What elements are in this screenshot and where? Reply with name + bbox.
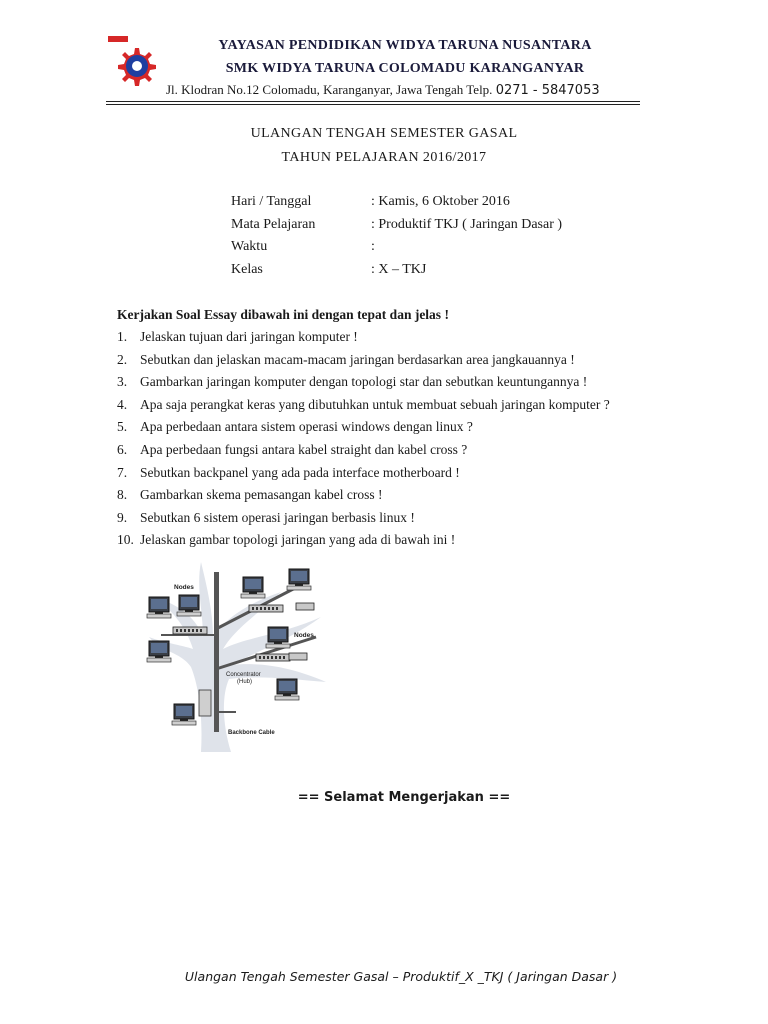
terminator: [289, 653, 307, 660]
foundation-name: YAYASAN PENDIDIKAN WIDYA TARUNA NUSANTARA: [218, 38, 592, 53]
question-number: 6.: [117, 441, 128, 457]
question-item: [117, 442, 610, 465]
question-item: [117, 510, 610, 533]
hub-icon: [173, 627, 207, 634]
header-divider-2: [106, 104, 640, 105]
info-label: Mata Pelajaran: [231, 216, 316, 232]
info-value: :: [371, 239, 375, 254]
question-item: [117, 465, 610, 488]
info-row-date: [231, 194, 562, 217]
question-text: Apa perbedaan fungsi antara kabel straight dan kabel cross ?: [140, 441, 468, 457]
question-item: [117, 419, 610, 442]
figure-label-concentrator: Concentrator: [226, 672, 261, 678]
question-text: Sebutkan dan jelaskan macam-macam jaringan berdasarkan area jangkauannya !: [140, 351, 575, 367]
figure-label-nodes: Nodes: [294, 632, 314, 639]
info-label: Waktu: [231, 239, 268, 254]
question-text: Jelaskan tujuan dari jaringan komputer !: [140, 329, 358, 344]
question-item: [117, 352, 610, 375]
question-number: 10.: [117, 532, 134, 548]
closing-text: == Selamat Mengerjakan ==: [297, 790, 511, 805]
info-row-time: [231, 239, 562, 262]
figure-label-hub: (Hub): [237, 679, 253, 685]
info-value: : Kamis, 6 Oktober 2016: [371, 194, 510, 209]
question-item: [117, 487, 610, 510]
question-number: 1.: [117, 329, 128, 344]
terminator: [296, 603, 314, 610]
tree-topology-figure: [141, 557, 336, 752]
question-text: Sebutkan backpanel yang ada pada interface motherboard !: [140, 464, 460, 480]
header-divider: [106, 101, 640, 102]
info-label: Kelas: [231, 261, 263, 277]
question-number: 5.: [117, 419, 128, 435]
question-text: Gambarkan jaringan komputer dengan topologi star dan sebutkan keuntungannya !: [140, 374, 588, 390]
question-item: [117, 532, 610, 555]
question-text: Apa perbedaan antara sistem operasi windows dengan linux ?: [140, 419, 473, 435]
info-value: : X – TKJ: [371, 261, 427, 277]
question-item: [117, 374, 610, 397]
address-text: Jl. Klodran No.12 Colomadu, Karanganyar, Jawa Tengah Telp.: [166, 82, 493, 97]
info-label: Hari / Tanggal: [231, 194, 312, 209]
server-tower: [199, 690, 211, 716]
academic-year: TAHUN PELAJARAN 2016/2017: [281, 150, 487, 165]
question-number: 4.: [117, 396, 128, 412]
question-text: Gambarkan skema pemasangan kabel cross !: [140, 487, 383, 503]
phone-number: 0271 - 5847053: [495, 83, 600, 98]
computer-icon: [147, 641, 171, 662]
computer-icon: [266, 627, 290, 648]
question-list: [117, 329, 610, 555]
school-name: SMK WIDYA TARUNA COLOMADU KARANGANYAR: [225, 61, 585, 76]
question-number: 8.: [117, 487, 128, 503]
computer-icon: [172, 704, 196, 725]
exam-title: ULANGAN TENGAH SEMESTER GASAL: [250, 126, 518, 141]
hub-icon: [249, 605, 283, 612]
computer-icon: [177, 595, 201, 616]
question-item: [117, 329, 610, 352]
question-item: [117, 397, 610, 420]
info-row-class: [231, 262, 562, 285]
question-number: 2.: [117, 351, 128, 367]
question-number: 7.: [117, 464, 128, 480]
question-text: Sebutkan 6 sistem operasi jaringan berbasis linux !: [140, 509, 415, 525]
figure-label-nodes: Nodes: [174, 584, 194, 591]
computer-icon: [147, 597, 171, 618]
computer-icon: [287, 569, 311, 590]
question-number: 3.: [117, 374, 128, 390]
figure-label-backbone: Backbone Cable: [228, 730, 275, 736]
info-row-subject: [231, 217, 562, 240]
school-address: [166, 82, 600, 98]
computer-icon: [241, 577, 265, 598]
question-text: Apa saja perangkat keras yang dibutuhkan untuk membuat sebuah jaringan komputer ?: [140, 396, 610, 412]
hub-icon: [256, 654, 290, 661]
page-footer: Ulangan Tengah Semester Gasal – Produktif_X _TKJ ( Jaringan Dasar ): [184, 969, 618, 984]
info-value: : Produktif TKJ ( Jaringan Dasar ): [371, 216, 563, 232]
backbone-cable: [214, 572, 219, 732]
question-number: 9.: [117, 509, 128, 525]
instruction-text: Kerjakan Soal Essay dibawah ini dengan tepat dan jelas !: [117, 307, 449, 322]
computer-icon: [275, 679, 299, 700]
question-text: Jelaskan gambar topologi jaringan yang ada di bawah ini !: [140, 532, 456, 548]
exam-info: [231, 194, 562, 284]
